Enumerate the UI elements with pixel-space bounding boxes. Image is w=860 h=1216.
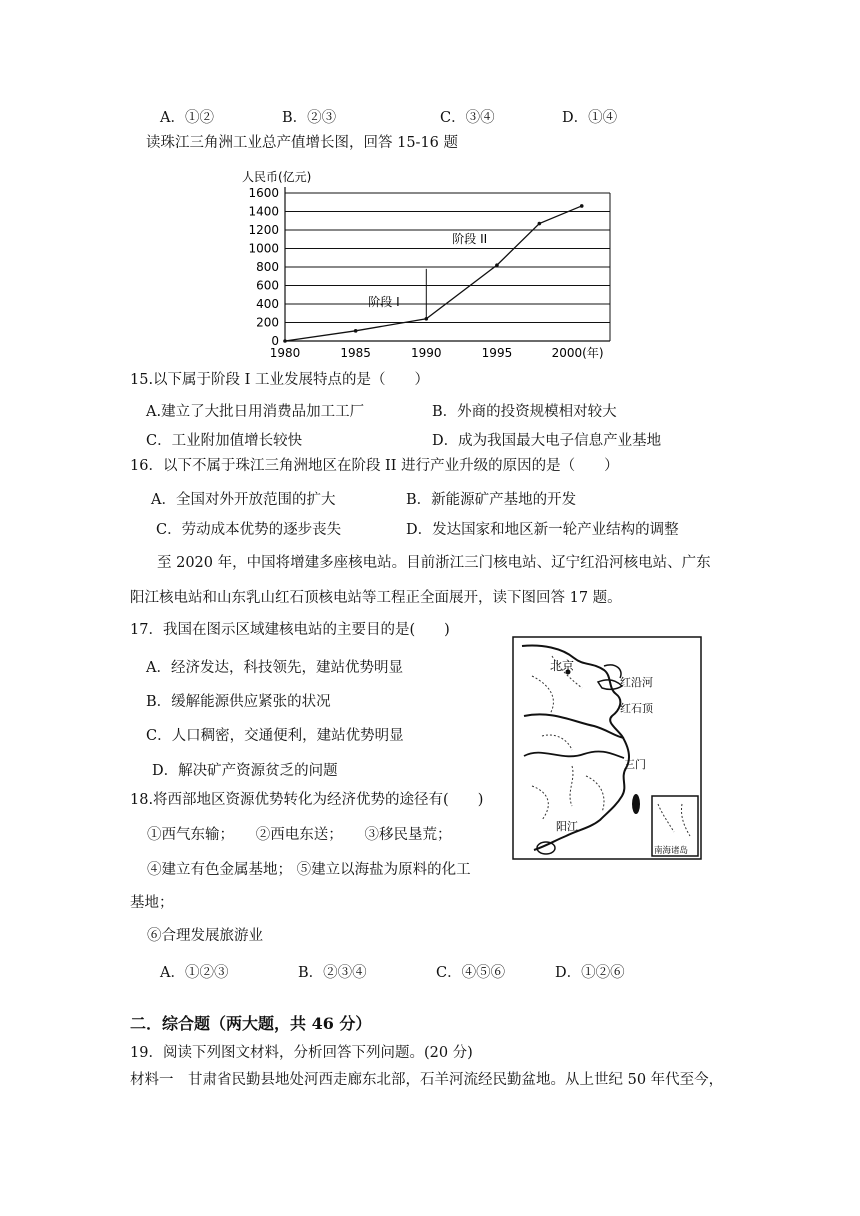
y-tick-label: 1600 xyxy=(248,186,279,200)
label-sanmen: 三门 xyxy=(624,758,646,771)
x-tick-label: 1985 xyxy=(340,346,371,360)
y-tick-label: 200 xyxy=(256,315,279,330)
data-point xyxy=(495,263,499,267)
label-yangjiang: 阳江 xyxy=(556,820,578,833)
intro-17-line2: 阳江核电站和山东乳山红石顶核电站等工程正全面展开，读下图回答 17 题。 xyxy=(130,590,622,606)
section-2-title: 二．综合题（两大题，共 46 分） xyxy=(130,1014,372,1033)
q15-option-c: C．工业附加值增长较快 xyxy=(146,433,303,449)
q16-stem: 16．以下不属于珠江三角洲地区在阶段 II 进行产业升级的原因的是（ ） xyxy=(130,458,619,474)
q17-option-d: D．解决矿产资源贫乏的问题 xyxy=(152,763,338,779)
q17-option-a: A．经济发达，科技领先，建站优势明显 xyxy=(146,660,403,676)
intro-17-line1: 至 2020 年，中国将增建多座核电站。目前浙江三门核电站、辽宁红沿河核电站、广东 xyxy=(157,555,711,571)
annotation-stage-1: 阶段 I xyxy=(368,294,400,309)
nuclear-plant-map xyxy=(512,636,702,860)
x-tick-label: 1980 xyxy=(269,346,301,360)
data-point xyxy=(283,339,287,343)
q18-option-c: C．④⑤⑥ xyxy=(436,965,506,981)
annotation-stage-2: 阶段 II xyxy=(452,231,488,246)
q15-option-d: D．成为我国最大电子信息产业基地 xyxy=(432,433,662,449)
x-tick-label: 2000(年) xyxy=(551,346,604,360)
q15-option-b: B．外商的投资规模相对较大 xyxy=(432,404,617,420)
q17-option-b: B．缓解能源供应紧张的状况 xyxy=(146,694,331,710)
q18-row3: 基地； xyxy=(130,895,174,911)
y-tick-label: 1000 xyxy=(248,241,279,256)
q16-option-b: B．新能源矿产基地的开发 xyxy=(406,492,577,508)
y-tick-label: 400 xyxy=(256,297,279,311)
y-axis-label: 人民币(亿元) xyxy=(242,170,312,184)
q15-stem: 15.以下属于阶段 I 工业发展特点的是（ ） xyxy=(130,372,430,388)
data-point xyxy=(580,204,584,208)
data-point xyxy=(538,222,542,226)
q15-option-a: A.建立了大批日用消费品加工工厂 xyxy=(146,404,365,420)
label-inset: 南海诸岛 xyxy=(654,846,689,856)
y-tick-label: 1400 xyxy=(248,204,279,219)
prev-option-a: A．①② xyxy=(160,110,214,126)
q17-stem: 17．我国在图示区域建核电站的主要目的是( ) xyxy=(130,622,450,638)
label-hongyanhe: 红沿河 xyxy=(620,676,653,689)
y-tick-label: 800 xyxy=(256,260,279,274)
label-hongshiding: 红石顶 xyxy=(620,702,653,715)
q18-row2: ④建立有色金属基地； ⑤建立以海盐为原料的化工 xyxy=(147,862,471,878)
q16-option-c: C．劳动成本优势的逐步丧失 xyxy=(156,522,342,538)
x-tick-label: 1990 xyxy=(411,346,442,360)
prev-option-c: C．③④ xyxy=(440,110,495,126)
q18-stem: 18.将西部地区资源优势转化为经济优势的途径有( ) xyxy=(130,792,484,808)
prev-option-d: D．①④ xyxy=(562,110,618,126)
q18-option-b: B．②③④ xyxy=(298,965,367,981)
q16-option-a: A．全国对外开放范围的扩大 xyxy=(151,492,336,508)
q18-row1: ①西气东输； ②西电东送； ③移民垦荒； xyxy=(147,827,452,843)
label-beijing: 北京 xyxy=(550,659,575,673)
prev-option-b: B．②③ xyxy=(282,110,337,126)
y-tick-label: 600 xyxy=(256,278,279,293)
q17-option-c: C．人口稠密，交通便利，建站优势明显 xyxy=(146,728,404,744)
q18-option-a: A．①②③ xyxy=(160,965,229,981)
x-tick-label: 1995 xyxy=(481,346,513,360)
q18-row4: ⑥合理发展旅游业 xyxy=(147,928,263,944)
y-tick-label: 0 xyxy=(271,334,279,348)
data-point xyxy=(354,329,358,333)
q19-stem: 19．阅读下列图文材料，分析回答下列问题。(20 分) xyxy=(130,1045,473,1061)
industry-output-chart xyxy=(230,165,620,360)
q16-option-d: D．发达国家和地区新一轮产业结构的调整 xyxy=(406,522,679,538)
intro-15-16: 读珠江三角洲工业总产值增长图，回答 15-16 题 xyxy=(146,135,459,151)
taiwan xyxy=(632,794,640,814)
output-line xyxy=(285,206,582,341)
q18-option-d: D．①②⑥ xyxy=(555,965,625,981)
y-tick-label: 1200 xyxy=(248,223,279,237)
q19-material-1: 材料一 甘肃省民勤县地处河西走廊东北部，石羊河流经民勤盆地。从上世纪 50 年代至今， xyxy=(130,1072,724,1088)
